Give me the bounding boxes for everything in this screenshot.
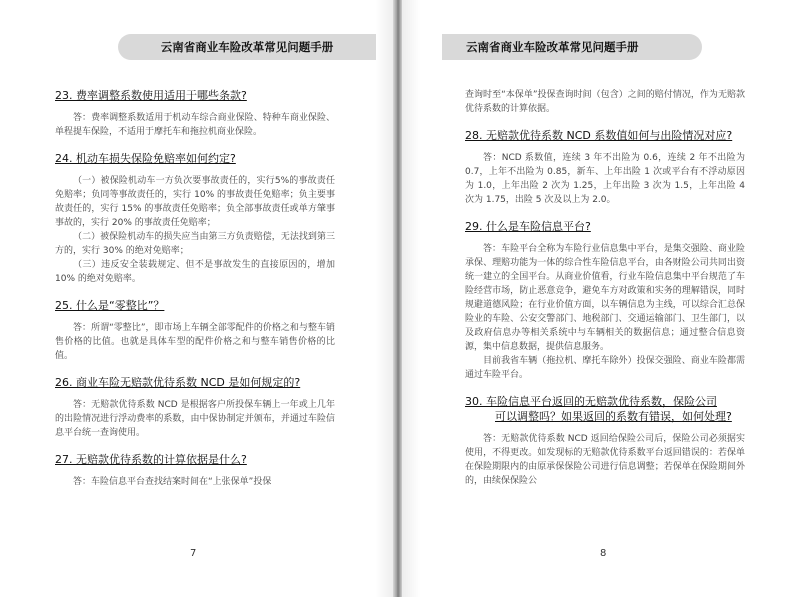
question-25-title: 25. 什么是“零整比”？ xyxy=(55,299,165,312)
running-header-right xyxy=(442,34,702,60)
running-header-left xyxy=(118,34,376,60)
question-24-para-2: （二）被保险机动车的损失应当由第三方负责赔偿，无法找到第三方的，实行 30% 的绝对免赔率； xyxy=(55,232,335,256)
page-number-left: 7 xyxy=(190,548,197,559)
book-spine xyxy=(393,0,402,597)
left-page xyxy=(0,0,393,597)
question-23-answer: 答：费率调整系数适用于机动车综合商业保险、特种车商业保险、单程提车保险，不适用于摩托车和拖拉机商业保险。 xyxy=(55,113,335,137)
question-29-title: 29. 什么是车险信息平台? xyxy=(465,220,591,233)
question-27-answer: 答：车险信息平台查找结案时间在“上张保单”投保 xyxy=(73,477,272,487)
question-24-para-3: （三）违反安全装载规定、但不是事故发生的直接原因的，增加 10% 的绝对免赔率。 xyxy=(55,260,335,284)
question-28-answer: 答：NCD 系数值，连续 3 年不出险为 0.6，连续 2 年不出险为 0.7，上年不出险为 0.85，新车、上年出险 1 次或平台有不浮动原因为 1.0，上年出险 2 次为 1.25，上年出险 3 次为 1.5，上年出险 4 次为 1.75，出险 5 次及以上为 2.0。 xyxy=(465,153,745,205)
question-26-answer: 答：无赔款优待系数 NCD 是根据客户所投保车辆上一年或上几年的出险情况进行浮动费率的系数，由中保协制定并颁布，并通过车险信息平台统一查询使用。 xyxy=(55,400,335,438)
question-23-title: 23. 费率调整系数使用适用于哪些条款? xyxy=(55,89,247,102)
question-24-para-1: （一）被保险机动车一方负次要事故责任的，实行5%的事故责任免赔率；负同等事故责任的，实行 10% 的事故责任免赔率；负主要事故责任的，实行 15% 的事故责任免赔率；负全部事故责任或单方肇事事故的，实行 20% 的事故责任免赔率； xyxy=(55,176,335,228)
question-24-title: 24. 机动车损失保险免赔率如何约定? xyxy=(55,152,236,165)
header-title: 云南省商业车险改革常见问题手册 xyxy=(160,40,334,54)
question-25-answer: 答：所谓“零整比”，即市场上车辆全部零配件的价格之和与整车销售价格的比值。也就是具体车型的配件价格之和与整车销售价格的比值。 xyxy=(55,323,335,361)
right-page-content xyxy=(465,88,745,488)
question-29-para-1: 答：车险平台全称为车险行业信息集中平台，是集交强险、商业险承保、理赔功能为一体的综合性车险信息平台，由各财险公司共同出资统一建立的全国平台。从商业价值看，行业车险信息集中平台规范了车险经营市场，防止恶意竞争，避免车方对政策和实务的理解错误，同时规避道德风险；在行业价值方面，以车辆信息为主线，可以综合汇总保险业的车险、公安交警部门、地税部门、交通运输部门、卫生部门，以及政府信息办等相关系统中与车辆相关的数据信息；通过整合信息资源，集中信息数据，提供信息服务。 xyxy=(465,244,745,352)
question-28-title: 28. 无赔款优待系数 NCD 系数值如何与出险情况对应? xyxy=(465,129,733,142)
left-page-content xyxy=(55,88,335,489)
question-30-title-line-2: 可以调整吗？如果返回的系数有错误，如何处理? xyxy=(495,410,732,423)
header-title: 云南省商业车险改革常见问题手册 xyxy=(466,40,639,54)
question-29-para-2: 目前我省车辆（拖拉机、摩托车除外）投保交强险、商业车险都需通过车险平台。 xyxy=(465,356,745,380)
question-30-title-line-1: 30. 车险信息平台返回的无赔款优待系数，保险公司 xyxy=(465,395,717,408)
question-27-answer-continued: 查询时至“本保单”投保查询时间（包含）之间的赔付情况，作为无赔款优待系数的计算依据。 xyxy=(465,90,745,114)
page-number-right: 8 xyxy=(600,548,607,559)
question-30-title xyxy=(465,394,745,424)
right-page xyxy=(402,0,796,597)
question-30-answer: 答：无赔款优待系数 NCD 返回给保险公司后，保险公司必须据实使用，不得更改。如发现标的无赔款优待系数平台返回错误的：若保单在保险期限内的由原承保保险公司进行信息调整；若保单在保险期间外的，由续保保险公 xyxy=(465,434,745,486)
question-27-title: 27. 无赔款优待系数的计算依据是什么? xyxy=(55,453,247,466)
question-26-title: 26. 商业车险无赔款优待系数 NCD 是如何规定的? xyxy=(55,376,301,389)
